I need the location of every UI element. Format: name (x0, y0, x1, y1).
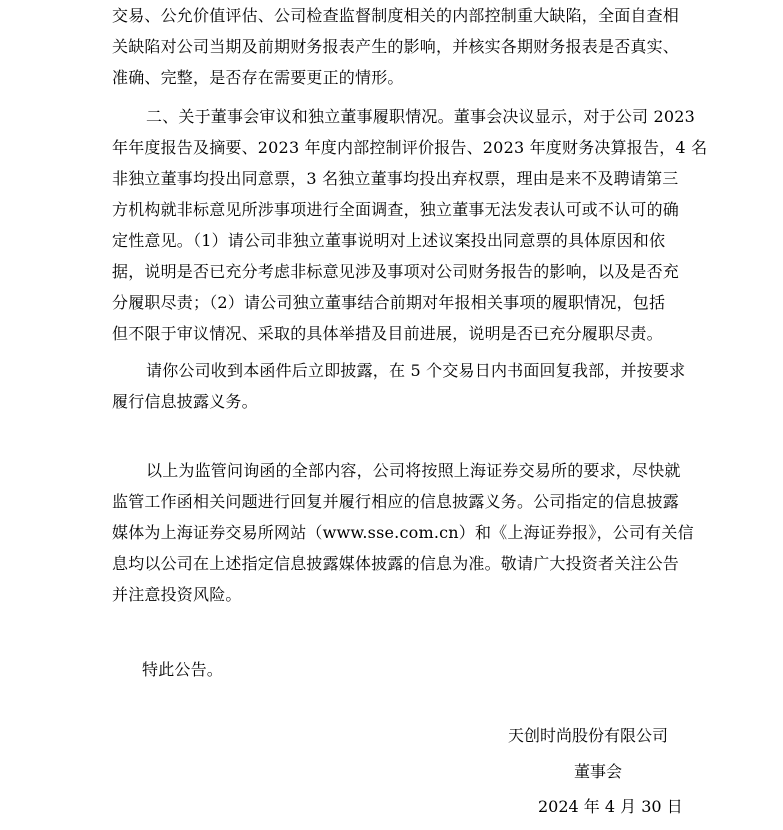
signature-company: 天创时尚股份有限公司 (508, 726, 669, 745)
text-line: 但不限于审议情况、采取的具体举措及目前进展，说明是否已充分履职尽责。 (112, 324, 663, 343)
text-line: 分履职尽责；（2）请公司独立董事结合前期对年报相关事项的履职情况，包括 (112, 293, 666, 312)
text-line: 非独立董事均投出同意票，3 名独立董事均投出弃权票，理由是来不及聘请第三 (112, 169, 679, 188)
text-line: 请你公司收到本函件后立即披露，在 5 个交易日内书面回复我部，并按要求 (146, 361, 686, 380)
signature-board: 董事会 (574, 762, 623, 781)
text-line: 定性意见。（1）请公司非独立董事说明对上述议案投出同意票的具体原因和依 (112, 231, 666, 250)
text-line: 准确、完整，是否存在需要更正的情形。 (112, 68, 404, 87)
paragraph-internal-control-continuation (112, 0, 680, 93)
paragraph-disclosure-request (112, 355, 686, 417)
text-line: 履行信息披露义务。 (112, 392, 258, 411)
text-line: 并注意投资风险。 (112, 585, 242, 604)
text-line: 交易、公允价值评估、公司检查监督制度相关的内部控制重大缺陷，全面自查相 (112, 6, 680, 25)
text-line: 二、关于董事会审议和独立董事履职情况。董事会决议显示，对于公司 2023 (146, 107, 696, 126)
paragraph-board-review (112, 101, 708, 349)
text-line: 媒体为上海证券交易所网站（www.sse.com.cn）和《上海证券报》，公司有关信 (112, 523, 694, 542)
signature-date: 2024 年 4 月 30 日 (538, 797, 683, 816)
text-line: 关缺陷对公司当期及前期财务报表产生的影响，并核实各期财务报表是否真实、 (112, 37, 680, 56)
text-line: 据，说明是否已充分考虑非标意见涉及事项对公司财务报告的影响，以及是否充 (112, 262, 680, 281)
text-line: 年年度报告及摘要、2023 年度内部控制评价报告、2023 年度财务决算报告，4 名 (112, 138, 708, 157)
text-line: 监管工作函相关问题进行回复并履行相应的信息披露义务。公司指定的信息披露 (112, 492, 680, 511)
paragraph-company-statement (112, 455, 694, 610)
closing-statement: 特此公告。 (142, 660, 224, 679)
text-line: 以上为监管问询函的全部内容，公司将按照上海证券交易所的要求，尽快就 (146, 461, 681, 480)
text-line: 方机构就非标意见所涉事项进行全面调查，独立董事无法发表认可或不认可的确 (112, 200, 680, 219)
text-line: 息均以公司在上述指定信息披露媒体披露的信息为准。敬请广大投资者关注公告 (112, 554, 680, 573)
